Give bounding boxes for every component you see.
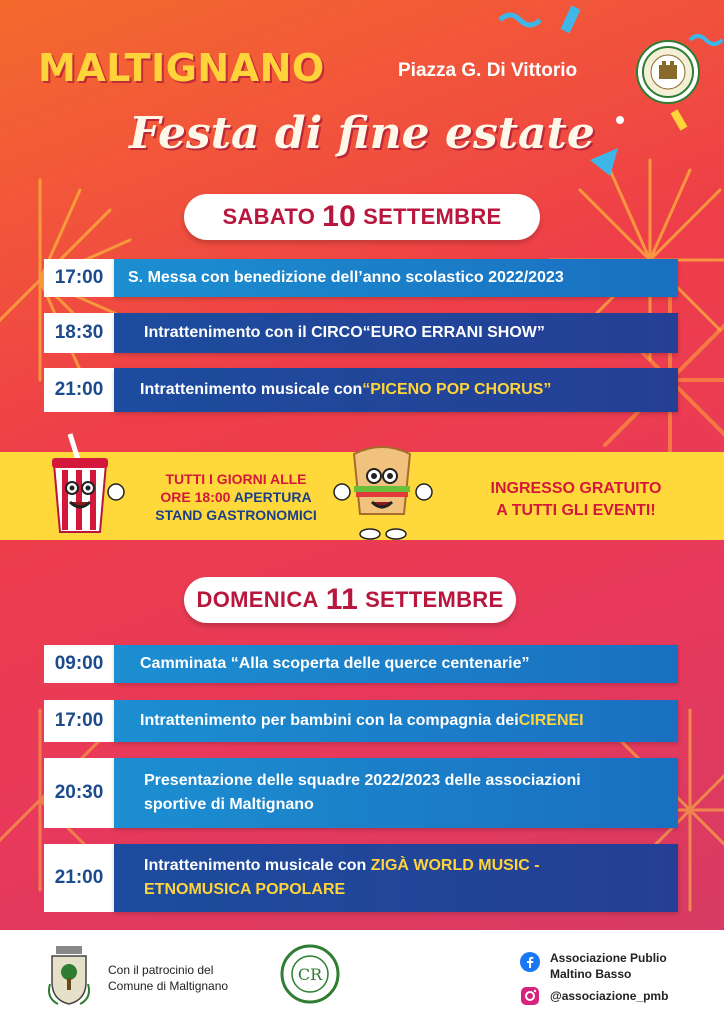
event-time: 17:00 [44, 259, 114, 297]
event-highlight: ZIGÀ WORLD MUSIC - [370, 857, 540, 874]
event-description [114, 645, 678, 683]
month-name: SETTEMBRE [363, 204, 502, 229]
sunday-event-3 [44, 758, 678, 828]
association-name [550, 950, 667, 982]
patronage-line-1: Con il patrocinio del [108, 963, 214, 977]
food-stand-notice [136, 470, 336, 524]
event-text-line-2: sportive di Maltignano [144, 796, 314, 813]
notice-time: ORE 18:00 [160, 489, 234, 505]
event-description [114, 758, 678, 828]
town-title: MALTIGNANO [38, 46, 325, 90]
sunday-event-1 [44, 645, 678, 683]
footer [0, 930, 724, 1024]
day-number: 10 [322, 200, 357, 233]
event-highlight: “PICENO POP CHORUS” [362, 381, 552, 398]
association-line-2: Maltino Basso [550, 967, 632, 981]
sunday-heading [184, 577, 516, 623]
day-name: DOMENICA [196, 587, 319, 612]
event-description [114, 368, 678, 412]
association-line-1: Associazione Publio [550, 951, 667, 965]
saturday-event-3 [44, 368, 678, 412]
sunday-event-4 [44, 844, 678, 912]
day-name: SABATO [222, 204, 316, 229]
sandwich-mascot-icon [330, 446, 436, 542]
event-text-line-2: ETNOMUSICA POPOLARE [144, 881, 346, 898]
event-text: Intrattenimento con il CIRCO [144, 324, 363, 341]
event-text-line-1 [144, 854, 540, 878]
event-text: Camminata “Alla scoperta delle querce centenarie” [140, 655, 530, 672]
saturday-event-2 [44, 313, 678, 353]
drink-cup-mascot-icon [32, 430, 132, 538]
facebook-icon [520, 952, 540, 972]
notice-line-2 [136, 488, 336, 506]
day-number: 11 [325, 583, 359, 616]
notice-line-1: TUTTI I GIORNI ALLE [165, 471, 307, 487]
free-entry-notice [456, 478, 696, 522]
event-time: 21:00 [44, 844, 114, 912]
event-time: 17:00 [44, 700, 114, 742]
event-text: Intrattenimento musicale con [140, 381, 363, 398]
saturday-heading [184, 194, 540, 240]
notice-line-3: STAND GASTRONOMICI [155, 507, 317, 523]
event-time: 09:00 [44, 645, 114, 683]
event-text: Intrattenimento musicale con [144, 857, 371, 874]
sunday-event-2 [44, 700, 678, 742]
event-description [114, 259, 678, 297]
comune-crest-icon [46, 944, 92, 1008]
festival-title: Festa di fine estate [129, 108, 595, 159]
event-description [114, 313, 678, 353]
event-highlight: “EURO ERRANI SHOW” [362, 324, 545, 341]
free-entry-line-1: INGRESSO GRATUITO [490, 480, 662, 497]
confetti-decoration [470, 0, 724, 200]
event-text-line-1: Presentazione delle squadre 2022/2023 delle associazioni [144, 772, 581, 789]
instagram-handle: @associazione_pmb [550, 989, 669, 1003]
month-name: SETTEMBRE [365, 587, 504, 612]
event-text: Intrattenimento per bambini con la compagnia dei [140, 712, 519, 729]
svg-text:CR: CR [297, 965, 323, 984]
patronage-line-2: Comune di Maltignano [108, 979, 229, 993]
event-time: 20:30 [44, 758, 114, 828]
event-text: S. Messa con benedizione dell’anno scolastico 2022/2023 [128, 269, 564, 286]
event-description [114, 700, 678, 742]
association-seal-icon [636, 40, 700, 104]
event-description [114, 844, 678, 912]
event-time: 21:00 [44, 368, 114, 412]
notice-opening: APERTURA [233, 489, 312, 505]
event-time: 18:30 [44, 313, 114, 353]
instagram-icon [520, 986, 540, 1006]
patronage-text [108, 962, 228, 994]
saturday-event-1 [44, 259, 678, 297]
consiglio-regionale-seal-icon [280, 944, 340, 1004]
event-highlight: CIRENEI [518, 712, 584, 729]
free-entry-line-2: A TUTTI GLI EVENTI! [496, 502, 656, 519]
place-subtitle: Piazza G. Di Vittorio [398, 60, 578, 81]
